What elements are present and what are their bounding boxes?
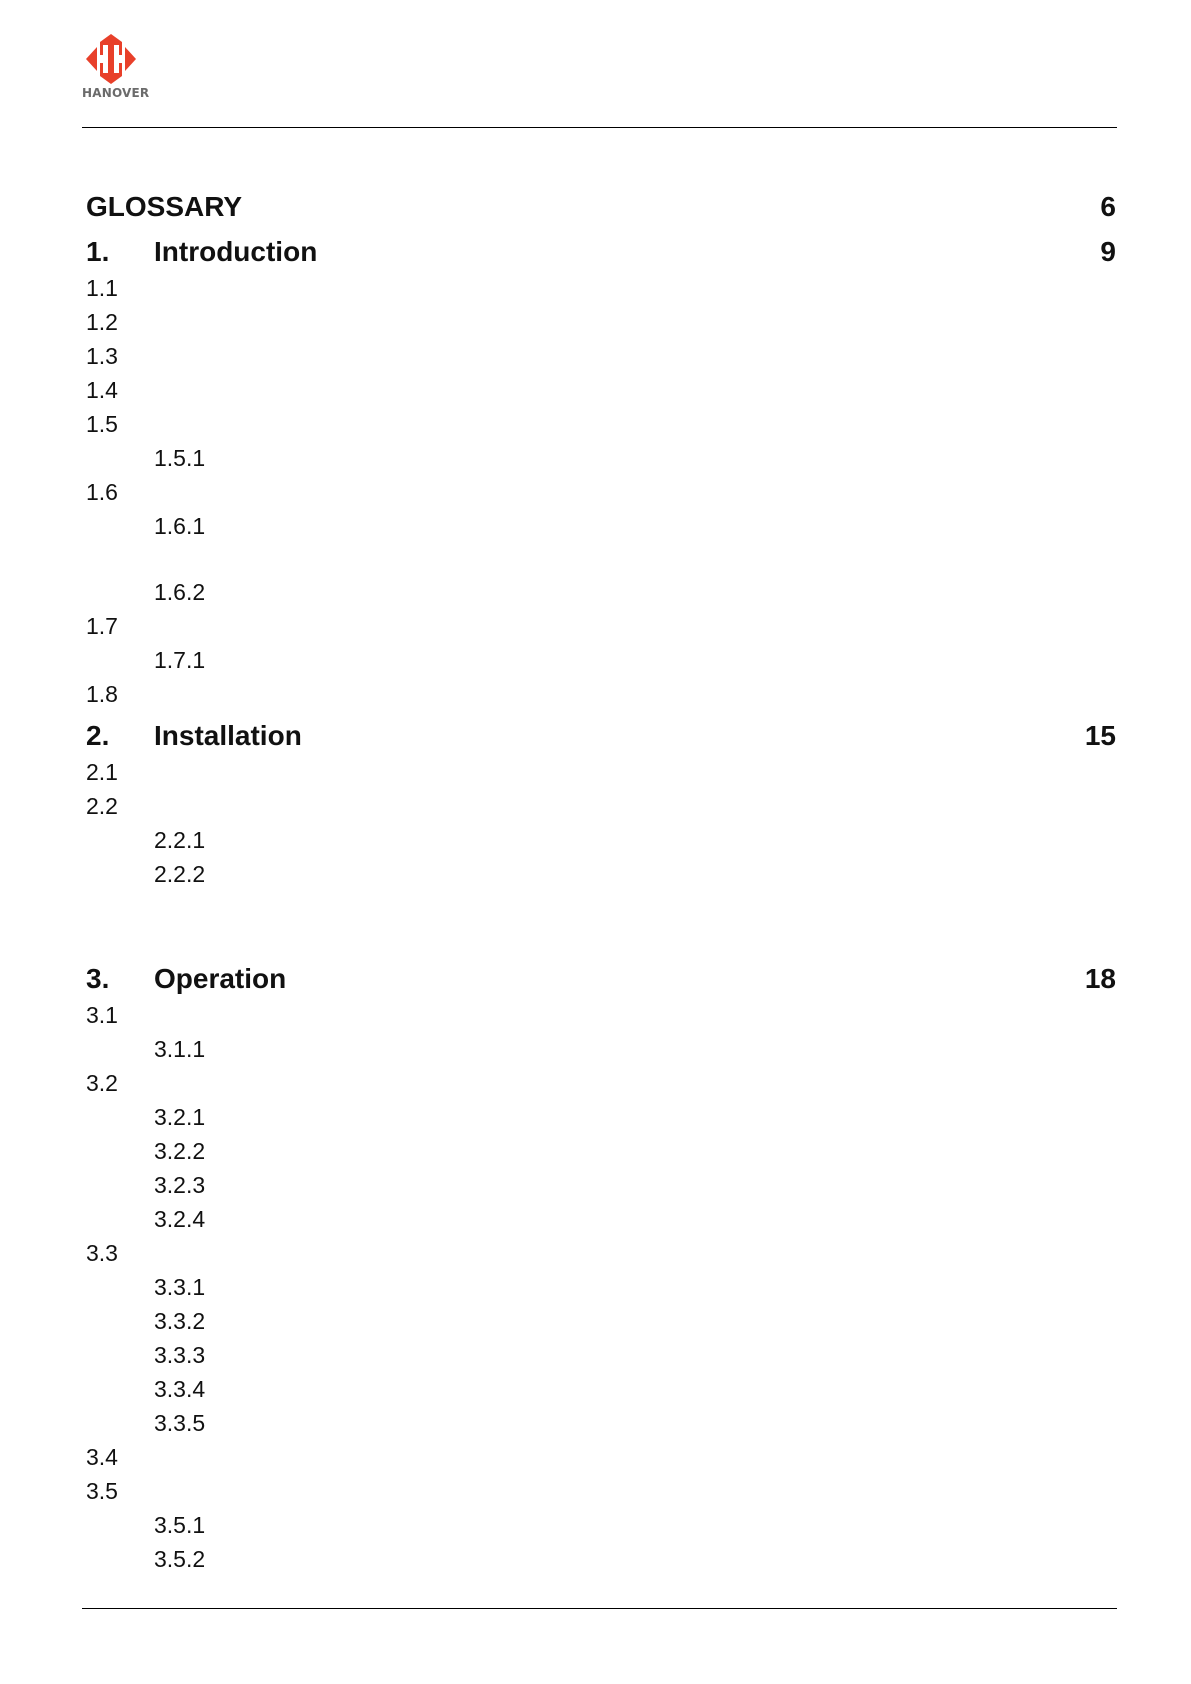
toc-entry-number: 3.2.4 <box>154 1206 206 1232</box>
toc-entry-number: 1.4 <box>86 377 118 403</box>
toc-entry-number: 3.2.1 <box>154 1104 206 1130</box>
toc-entry[interactable] <box>0 1168 1191 1202</box>
toc-heading-entry[interactable] <box>0 962 1191 996</box>
toc-entry[interactable] <box>0 823 1191 857</box>
toc-entry-number: 2. <box>86 720 110 751</box>
toc-entry-number: 3.3 <box>86 1240 118 1266</box>
toc-entry-number: 1.3 <box>86 343 118 369</box>
toc-entry[interactable] <box>0 755 1191 789</box>
toc-entry-number: 1.7.1 <box>154 647 206 673</box>
toc-entry[interactable] <box>0 271 1191 305</box>
toc-entry-number: 1.5 <box>86 411 118 437</box>
toc-entry[interactable] <box>0 1474 1191 1508</box>
toc-entry-number: 1.6.2 <box>154 579 206 605</box>
footer-rule <box>82 1608 1117 1609</box>
toc-entry-number: 3.3.5 <box>154 1410 206 1436</box>
toc-heading-entry[interactable] <box>0 235 1191 269</box>
toc-entry-number: 3.5.2 <box>154 1546 206 1572</box>
toc-entry-number: 1.5.1 <box>154 445 206 471</box>
toc-entry[interactable] <box>0 609 1191 643</box>
toc-entry-number: 2.2.2 <box>154 861 206 887</box>
toc-entry-number: 2.2 <box>86 793 118 819</box>
toc-entry[interactable] <box>0 1508 1191 1542</box>
toc-entry-number: 2.2.1 <box>154 827 206 853</box>
toc-entry[interactable] <box>0 1338 1191 1372</box>
toc-entry-number: 3.1.1 <box>154 1036 206 1062</box>
toc-entry[interactable] <box>0 1236 1191 1270</box>
toc-entry-number: 3.2 <box>86 1070 118 1096</box>
toc-entry-page-number: 6 <box>1100 191 1116 222</box>
toc-entry-page-number: 15 <box>1084 720 1116 751</box>
toc-entry-number: 1.2 <box>86 309 118 335</box>
toc-entry[interactable] <box>0 475 1191 509</box>
toc-entry-number: 1. <box>86 236 110 267</box>
toc-entry[interactable] <box>0 441 1191 475</box>
toc-entry-number: 3.3.2 <box>154 1308 206 1334</box>
toc-entry-number: 3.1 <box>86 1002 118 1028</box>
toc-entry[interactable] <box>0 789 1191 823</box>
toc-entry[interactable] <box>0 373 1191 407</box>
toc-entry-title: Operation <box>154 963 287 994</box>
toc-entry[interactable] <box>0 575 1191 609</box>
toc-entry[interactable] <box>0 1372 1191 1406</box>
toc-entry-number: 3.3.3 <box>154 1342 206 1368</box>
toc-entry-number: 3.3.4 <box>154 1376 206 1402</box>
toc-entry[interactable] <box>0 1066 1191 1100</box>
toc-entry[interactable] <box>0 677 1191 711</box>
toc-entry-number: 1.6 <box>86 479 118 505</box>
toc-entry[interactable] <box>0 1134 1191 1168</box>
toc-heading-entry[interactable] <box>0 719 1191 753</box>
toc-entry-page-number: 18 <box>1084 963 1116 994</box>
toc-entry[interactable] <box>0 339 1191 373</box>
toc-entry[interactable] <box>0 998 1191 1032</box>
toc-entry-number: 3.5 <box>86 1478 118 1504</box>
toc-entry-number: 1.6.1 <box>154 513 206 539</box>
toc-entry-page-number: 9 <box>1100 236 1116 267</box>
toc-entry[interactable] <box>0 1270 1191 1304</box>
toc-entry-title: Installation <box>154 720 302 751</box>
toc-entry-title: Introduction <box>154 236 318 267</box>
toc-entry[interactable] <box>0 1032 1191 1066</box>
toc-entry[interactable] <box>0 407 1191 441</box>
toc-entry-number: 3.4 <box>86 1444 118 1470</box>
toc-entry[interactable] <box>0 1100 1191 1134</box>
toc-entry-number: 3.2.3 <box>154 1172 206 1198</box>
toc-entry[interactable] <box>0 1406 1191 1440</box>
toc-entry-number: 1.7 <box>86 613 118 639</box>
toc-entry-number: 3.3.1 <box>154 1274 206 1300</box>
toc-entry-number: 3. <box>86 963 110 994</box>
logo-text: HANOVER <box>82 86 150 100</box>
toc-entry-number: 1.1 <box>86 275 118 301</box>
toc-entry[interactable] <box>0 1440 1191 1474</box>
toc-heading-entry[interactable] <box>0 190 1191 224</box>
toc-entry-number: 2.1 <box>86 759 118 785</box>
toc-entry-title: GLOSSARY <box>86 191 243 222</box>
toc-entry[interactable] <box>0 1304 1191 1338</box>
toc-entry-number: 3.2.2 <box>154 1138 206 1164</box>
toc-entry[interactable] <box>0 1202 1191 1236</box>
toc-entry[interactable] <box>0 1542 1191 1576</box>
toc-entry[interactable] <box>0 305 1191 339</box>
toc-entry[interactable] <box>0 643 1191 677</box>
toc-entry[interactable] <box>0 857 1191 891</box>
toc-entry[interactable] <box>0 509 1191 543</box>
toc-entry-number: 1.8 <box>86 681 118 707</box>
toc-entry-number: 3.5.1 <box>154 1512 206 1538</box>
